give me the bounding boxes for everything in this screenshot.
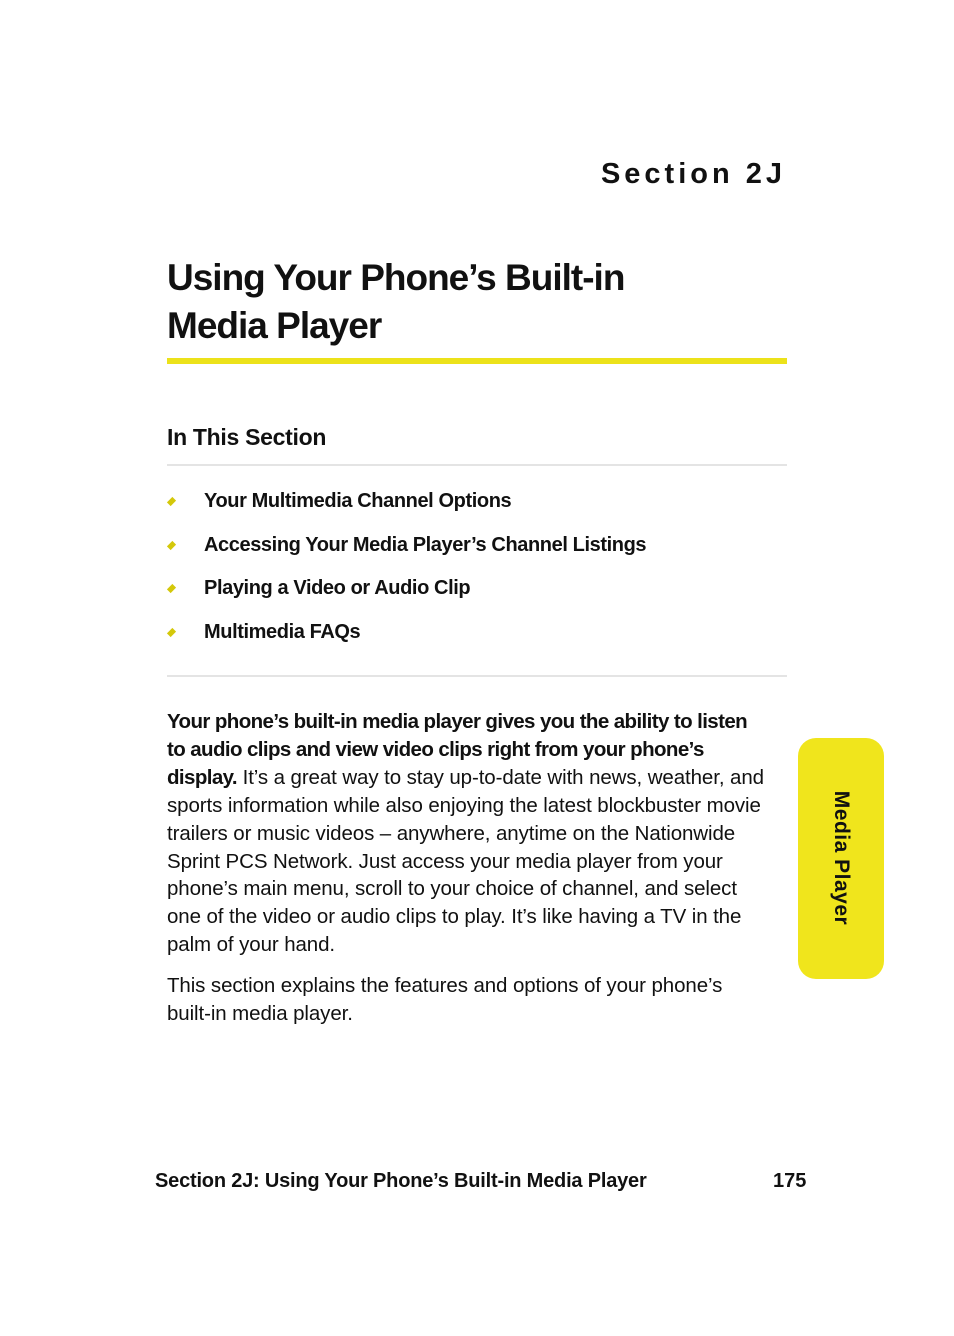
toc-item-multimedia-channel-options[interactable] (167, 486, 787, 530)
toc-item-playing-clip[interactable] (167, 573, 787, 617)
body-text (167, 708, 767, 1041)
toc-item-label: Accessing Your Media Player’s Channel Listings (204, 533, 647, 556)
in-this-section-heading: In This Section (167, 424, 327, 450)
side-tab-label: Media Player (830, 790, 853, 926)
intro-paragraph (167, 708, 767, 959)
page-number: 175 (773, 1170, 807, 1192)
section-divider-bottom (167, 675, 787, 677)
media-player-side-tab (798, 738, 884, 979)
diamond-bullet-icon (167, 584, 176, 593)
section-explanation-paragraph: This section explains the features and options of your phone’s built-in media player. (167, 974, 723, 1026)
section-contents-list (167, 486, 787, 661)
intro-text: It’s a great way to stay up-to-date with news, weather, and sports information while also enjoying the latest blockbuster movie trailers or music videos – anywhere, anytime on the Nationwide Sprint PCS Network. Just access your media player from your phone’s main menu, scroll to your choice of channel, and select one of the video or audio clips to play. It’s like having a TV in the palm of your hand. (167, 765, 764, 957)
toc-item-label: Playing a Video or Audio Clip (204, 577, 471, 600)
toc-item-multimedia-faqs[interactable] (167, 617, 787, 661)
toc-item-channel-listings[interactable] (167, 530, 787, 574)
page-title (167, 254, 787, 350)
toc-item-label: Your Multimedia Channel Options (204, 490, 512, 512)
diamond-bullet-icon (167, 497, 176, 506)
section-divider-top (167, 464, 787, 466)
diamond-bullet-icon (167, 541, 176, 550)
page-title-line-2: Media Player (167, 305, 382, 346)
page-title-line-1: Using Your Phone’s Built-in (167, 257, 625, 298)
section-label: Section 2J (600, 158, 786, 190)
toc-item-label: Multimedia FAQs (204, 621, 361, 644)
title-underline-rule (167, 358, 787, 364)
footer-section-title: Section 2J: Using Your Phone’s Built-in Media Player (155, 1170, 647, 1192)
intro-bold-text: Your phone’s built-in media player gives you the ability to listen to audio clips and view video clips right from your phone’s display. (167, 710, 748, 789)
diamond-bullet-icon (167, 628, 176, 637)
